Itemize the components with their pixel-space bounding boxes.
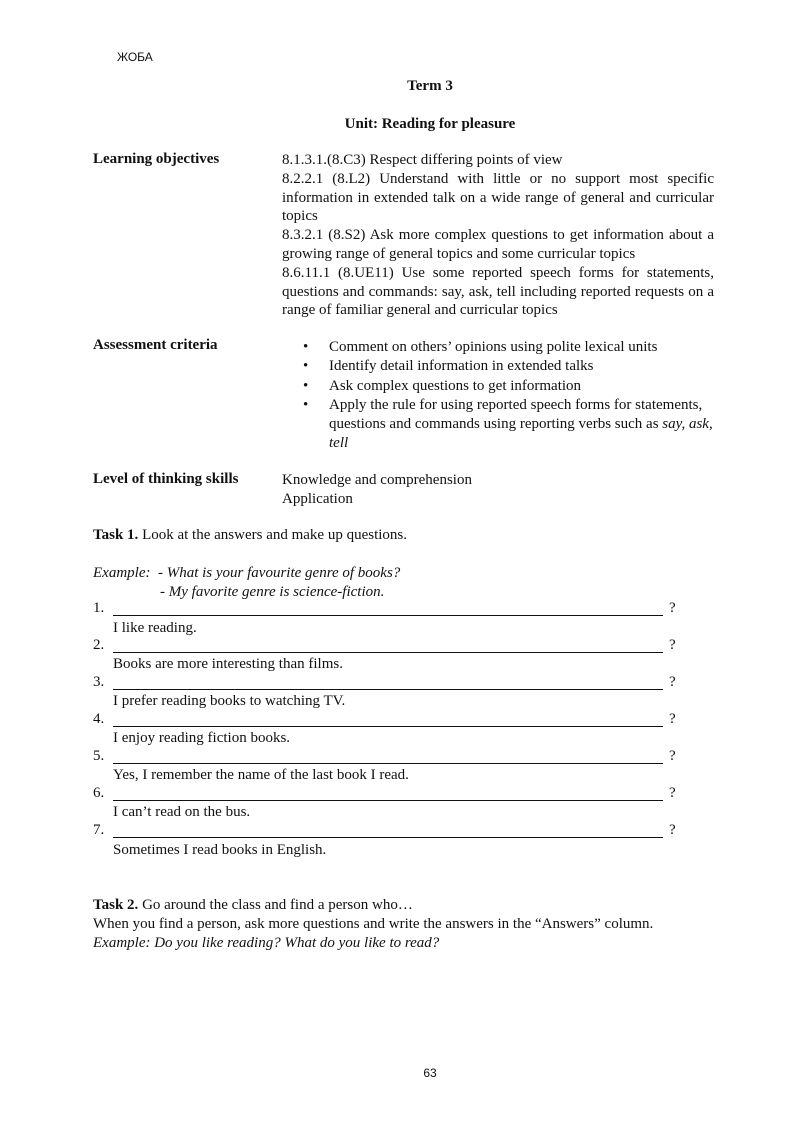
answer-blank-line[interactable]: [113, 726, 663, 727]
objective-line: 8.3.2.1 (8.S2) Ask more complex questions to get information about a growing range of general topics and some curricular topics: [282, 227, 714, 262]
given-answer: Sometimes I read books in English.: [113, 842, 327, 858]
objective-line: 8.1.3.1.(8.C3) Respect differing points of view: [282, 152, 563, 168]
task2-instruction: When you find a person, ask more questions and write the answers in the “Answers” column.: [93, 915, 654, 932]
criteria-item: • Identify detail information in extended talks: [282, 357, 714, 376]
task2-example: Example: Do you like reading? What do you like to read?: [93, 934, 440, 951]
unit-title: Unit: Reading for pleasure: [344, 116, 516, 132]
answer-blank-line[interactable]: [113, 800, 663, 801]
question-row: 7. ?: [93, 822, 676, 838]
bullet-icon: •: [303, 358, 309, 375]
question-row: 2. ?: [93, 637, 676, 653]
given-answer: Books are more interesting than films.: [113, 656, 343, 672]
task1-example: Example: - What is your favourite genre of books? - My favorite genre is science-fiction.: [93, 565, 401, 600]
answer-blank-line[interactable]: [113, 763, 663, 764]
task2-section: [93, 896, 653, 952]
answer-blank-line[interactable]: [113, 837, 663, 838]
learning-objectives-label: Learning objectives: [93, 151, 220, 167]
answer-blank-line[interactable]: [113, 615, 663, 616]
thinking-skills-text: Knowledge and comprehension Application: [282, 472, 472, 507]
question-row: 5. ?: [93, 748, 676, 764]
bullet-icon: •: [303, 396, 309, 413]
question-row: 1. ?: [93, 600, 676, 616]
criteria-item: • Ask complex questions to get information: [282, 377, 714, 396]
header-mark: ЖОБА: [117, 50, 153, 64]
objective-line: 8.6.11.1 (8.UE11) Use some reported speech forms for statements, questions and commands: say, ask, tell including reported requests on a range of familiar general and curricular topics: [282, 264, 714, 319]
given-answer: I can’t read on the bus.: [113, 804, 251, 820]
assessment-criteria-label: Assessment criteria: [93, 337, 218, 353]
thinking-skills-label: Level of thinking skills: [93, 471, 239, 487]
given-answer: Yes, I remember the name of the last book I read.: [113, 767, 409, 783]
learning-objectives-text: [282, 151, 714, 320]
given-answer: I prefer reading books to watching TV.: [113, 693, 346, 709]
answer-blank-line[interactable]: [113, 689, 663, 690]
given-answer: I like reading.: [113, 620, 197, 636]
objective-line: 8.2.2.1 (8.L2) Understand with little or no support most specific information in extended talk on a wide range of general and curricular topics: [282, 170, 714, 225]
term-title: Term 3: [407, 78, 453, 94]
given-answer: I enjoy reading fiction books.: [113, 730, 291, 746]
bullet-icon: •: [303, 339, 309, 355]
question-row: 4. ?: [93, 711, 676, 727]
criteria-item: • Comment on others’ opinions using polite lexical units: [282, 338, 714, 357]
question-row: 6. ?: [93, 785, 676, 801]
answer-blank-line[interactable]: [113, 652, 663, 653]
question-row: 3. ?: [93, 674, 676, 690]
task1-heading: Task 1. Look at the answers and make up questions.: [93, 527, 408, 543]
bullet-icon: •: [303, 377, 309, 394]
assessment-criteria-list: [282, 338, 714, 454]
task2-heading: Task 2. Go around the class and find a person who…: [93, 897, 413, 913]
page-number: 63: [423, 1066, 437, 1080]
criteria-item: • Apply the rule for using reported speech forms for statements, questions and commands using reporting verbs such as say, ask, tell: [303, 396, 713, 452]
